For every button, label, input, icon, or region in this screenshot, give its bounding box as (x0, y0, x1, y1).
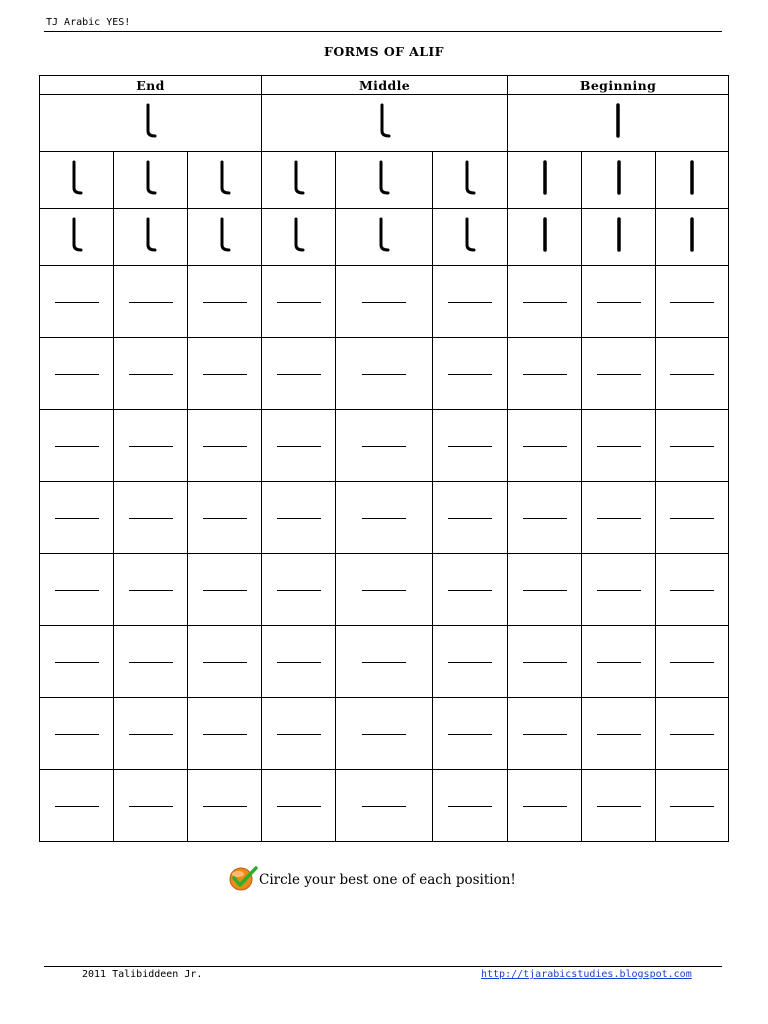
trace-cell-end (114, 152, 188, 209)
alif-end-glyph (144, 101, 158, 141)
practice-grid (39, 75, 729, 842)
checkmark-icon (228, 865, 259, 895)
writing-line (448, 446, 492, 447)
alif-beginning-glyph (687, 215, 697, 255)
writing-line (129, 734, 173, 735)
writing-line (448, 806, 492, 807)
practice-cell-middle[interactable] (262, 410, 336, 482)
writing-line (448, 734, 492, 735)
trace-cell-middle (336, 209, 433, 266)
practice-cell-end[interactable] (114, 770, 188, 842)
practice-cell-beginning[interactable] (656, 266, 729, 338)
writing-line (523, 302, 567, 303)
writing-line (203, 446, 247, 447)
practice-cell-middle[interactable] (336, 482, 433, 554)
practice-row (40, 410, 729, 482)
writing-line (523, 374, 567, 375)
practice-row (40, 626, 729, 698)
alif-end-glyph (70, 158, 84, 198)
trace-cell-end (40, 209, 114, 266)
practice-cell-beginning[interactable] (508, 266, 582, 338)
writing-line (448, 374, 492, 375)
practice-cell-middle[interactable] (433, 266, 508, 338)
writing-line (55, 662, 99, 663)
practice-cell-end[interactable] (114, 482, 188, 554)
writing-line (362, 734, 406, 735)
writing-line (203, 302, 247, 303)
practice-cell-beginning[interactable] (508, 410, 582, 482)
writing-line (523, 590, 567, 591)
practice-cell-beginning[interactable] (508, 770, 582, 842)
writing-line (129, 806, 173, 807)
writing-line (129, 518, 173, 519)
practice-row (40, 698, 729, 770)
practice-cell-beginning[interactable] (582, 338, 656, 410)
model-middle-cell (262, 95, 508, 152)
trace-row (40, 209, 729, 266)
practice-cell-middle[interactable] (262, 338, 336, 410)
writing-line (129, 302, 173, 303)
alif-beginning-glyph (614, 215, 624, 255)
writing-line (55, 734, 99, 735)
alif-middle-glyph (292, 215, 306, 255)
practice-cell-end[interactable] (114, 338, 188, 410)
alif-middle-glyph (463, 158, 477, 198)
alif-end-glyph (70, 215, 84, 255)
alif-beginning-glyph (540, 158, 550, 198)
model-end-cell (40, 95, 262, 152)
writing-line (670, 302, 714, 303)
practice-cell-middle[interactable] (336, 266, 433, 338)
writing-line (670, 590, 714, 591)
alif-middle-glyph (292, 158, 306, 198)
practice-cell-beginning[interactable] (508, 698, 582, 770)
writing-line (129, 662, 173, 663)
writing-line (597, 446, 641, 447)
practice-cell-end[interactable] (114, 554, 188, 626)
writing-line (597, 734, 641, 735)
practice-cell-middle[interactable] (433, 554, 508, 626)
writing-line (277, 446, 321, 447)
alif-end-glyph (144, 215, 158, 255)
alif-middle-glyph (377, 215, 391, 255)
practice-cell-beginning[interactable] (582, 698, 656, 770)
practice-cell-end[interactable] (114, 410, 188, 482)
practice-cell-beginning[interactable] (582, 410, 656, 482)
alif-middle-glyph (378, 101, 392, 141)
practice-cell-middle[interactable] (262, 770, 336, 842)
practice-cell-end[interactable] (40, 338, 114, 410)
writing-line (448, 662, 492, 663)
alif-beginning-glyph (540, 215, 550, 255)
writing-line (362, 518, 406, 519)
writing-line (203, 662, 247, 663)
writing-line (277, 518, 321, 519)
practice-cell-beginning[interactable] (582, 266, 656, 338)
writing-line (277, 806, 321, 807)
writing-line (670, 518, 714, 519)
writing-line (523, 446, 567, 447)
practice-cell-beginning[interactable] (656, 770, 729, 842)
practice-cell-beginning[interactable] (656, 626, 729, 698)
practice-cell-beginning[interactable] (582, 770, 656, 842)
writing-line (203, 518, 247, 519)
writing-line (523, 518, 567, 519)
trace-cell-beginning (582, 209, 656, 266)
model-row (40, 95, 729, 152)
trace-row (40, 152, 729, 209)
writing-line (55, 590, 99, 591)
writing-line (203, 734, 247, 735)
trace-cell-middle (262, 209, 336, 266)
writing-line (523, 662, 567, 663)
practice-cell-end[interactable] (40, 698, 114, 770)
writing-line (203, 374, 247, 375)
writing-line (670, 806, 714, 807)
practice-cell-end[interactable] (114, 626, 188, 698)
trace-cell-middle (433, 209, 508, 266)
practice-rows (40, 266, 729, 842)
writing-line (203, 590, 247, 591)
practice-cell-middle[interactable] (336, 770, 433, 842)
writing-line (362, 302, 406, 303)
page-header (44, 14, 722, 32)
practice-cell-end[interactable] (188, 554, 262, 626)
practice-cell-end[interactable] (40, 410, 114, 482)
writing-line (277, 662, 321, 663)
trace-cell-beginning (656, 209, 729, 266)
trace-cell-end (114, 209, 188, 266)
writing-line (448, 518, 492, 519)
practice-cell-beginning[interactable] (508, 338, 582, 410)
practice-row (40, 770, 729, 842)
writing-line (523, 806, 567, 807)
writing-line (277, 734, 321, 735)
practice-cell-middle[interactable] (336, 698, 433, 770)
writing-line (597, 518, 641, 519)
writing-line (277, 374, 321, 375)
practice-cell-end[interactable] (188, 626, 262, 698)
alif-middle-glyph (463, 215, 477, 255)
practice-cell-middle[interactable] (262, 626, 336, 698)
writing-line (670, 374, 714, 375)
practice-row (40, 482, 729, 554)
practice-cell-middle[interactable] (336, 410, 433, 482)
practice-cell-end[interactable] (40, 770, 114, 842)
trace-cell-end (40, 152, 114, 209)
practice-cell-end[interactable] (188, 338, 262, 410)
writing-line (362, 374, 406, 375)
practice-cell-middle[interactable] (433, 770, 508, 842)
header-text: TJ Arabic YES! (46, 17, 131, 28)
alif-beginning-glyph (613, 101, 623, 141)
practice-cell-middle[interactable] (433, 482, 508, 554)
writing-line (597, 590, 641, 591)
practice-row (40, 554, 729, 626)
practice-cell-end[interactable] (40, 482, 114, 554)
model-beginning-cell (508, 95, 729, 152)
writing-line (597, 302, 641, 303)
writing-line (670, 446, 714, 447)
writing-line (448, 302, 492, 303)
trace-cell-beginning (582, 152, 656, 209)
practice-row (40, 338, 729, 410)
alif-end-glyph (218, 215, 232, 255)
practice-row (40, 266, 729, 338)
practice-cell-beginning[interactable] (656, 698, 729, 770)
alif-beginning-glyph (687, 158, 697, 198)
practice-cell-end[interactable] (40, 626, 114, 698)
writing-line (55, 374, 99, 375)
trace-cell-beginning (656, 152, 729, 209)
writing-line (129, 590, 173, 591)
trace-cell-middle (433, 152, 508, 209)
practice-cell-beginning[interactable] (656, 410, 729, 482)
writing-line (129, 374, 173, 375)
practice-cell-middle[interactable] (336, 554, 433, 626)
practice-cell-middle[interactable] (262, 482, 336, 554)
practice-cell-beginning[interactable] (656, 482, 729, 554)
instruction-note (228, 866, 516, 894)
alif-beginning-glyph (614, 158, 624, 198)
practice-cell-middle[interactable] (433, 626, 508, 698)
practice-cell-end[interactable] (188, 698, 262, 770)
writing-line (277, 302, 321, 303)
writing-line (670, 662, 714, 663)
practice-cell-middle[interactable] (262, 266, 336, 338)
writing-line (362, 662, 406, 663)
writing-line (362, 806, 406, 807)
practice-cell-beginning[interactable] (656, 554, 729, 626)
writing-line (448, 590, 492, 591)
writing-line (55, 806, 99, 807)
instruction-text: Circle your best one of each position! (259, 872, 516, 888)
practice-cell-beginning[interactable] (656, 338, 729, 410)
writing-line (55, 302, 99, 303)
writing-line (597, 806, 641, 807)
practice-cell-end[interactable] (114, 266, 188, 338)
writing-line (203, 806, 247, 807)
practice-cell-middle[interactable] (433, 410, 508, 482)
writing-line (523, 734, 567, 735)
practice-cell-end[interactable] (188, 410, 262, 482)
practice-cell-middle[interactable] (433, 338, 508, 410)
practice-cell-middle[interactable] (336, 338, 433, 410)
trace-cell-beginning (508, 209, 582, 266)
writing-line (277, 590, 321, 591)
alif-end-glyph (218, 158, 232, 198)
practice-cell-beginning[interactable] (508, 554, 582, 626)
writing-line (362, 446, 406, 447)
writing-line (597, 374, 641, 375)
trace-cell-end (188, 152, 262, 209)
footer-copyright: 2011 Talibiddeen Jr. (82, 969, 203, 980)
practice-cell-end[interactable] (114, 698, 188, 770)
page-footer (44, 966, 722, 980)
page-title: FORMS OF ALIF (324, 44, 444, 59)
trace-cell-beginning (508, 152, 582, 209)
practice-cell-middle[interactable] (433, 698, 508, 770)
alif-end-glyph (144, 158, 158, 198)
practice-cell-end[interactable] (188, 482, 262, 554)
trace-cell-end (188, 209, 262, 266)
practice-cell-beginning[interactable] (582, 482, 656, 554)
practice-cell-end[interactable] (188, 770, 262, 842)
practice-cell-middle[interactable] (262, 554, 336, 626)
practice-cell-beginning[interactable] (508, 626, 582, 698)
practice-cell-beginning[interactable] (508, 482, 582, 554)
practice-cell-end[interactable] (40, 266, 114, 338)
practice-cell-end[interactable] (40, 554, 114, 626)
practice-cell-beginning[interactable] (582, 554, 656, 626)
practice-cell-middle[interactable] (336, 626, 433, 698)
practice-cell-middle[interactable] (262, 698, 336, 770)
writing-line (670, 734, 714, 735)
writing-line (129, 446, 173, 447)
writing-line (597, 662, 641, 663)
trace-cell-middle (262, 152, 336, 209)
alif-middle-glyph (377, 158, 391, 198)
writing-line (55, 518, 99, 519)
column-header-beginning: Beginning (508, 76, 729, 95)
writing-line (362, 590, 406, 591)
writing-line (55, 446, 99, 447)
column-header-end: End (40, 76, 262, 95)
footer-link[interactable]: http://tjarabicstudies.blogspot.com (481, 969, 692, 980)
practice-cell-end[interactable] (188, 266, 262, 338)
practice-cell-beginning[interactable] (582, 626, 656, 698)
trace-cell-middle (336, 152, 433, 209)
column-header-middle: Middle (262, 76, 508, 95)
